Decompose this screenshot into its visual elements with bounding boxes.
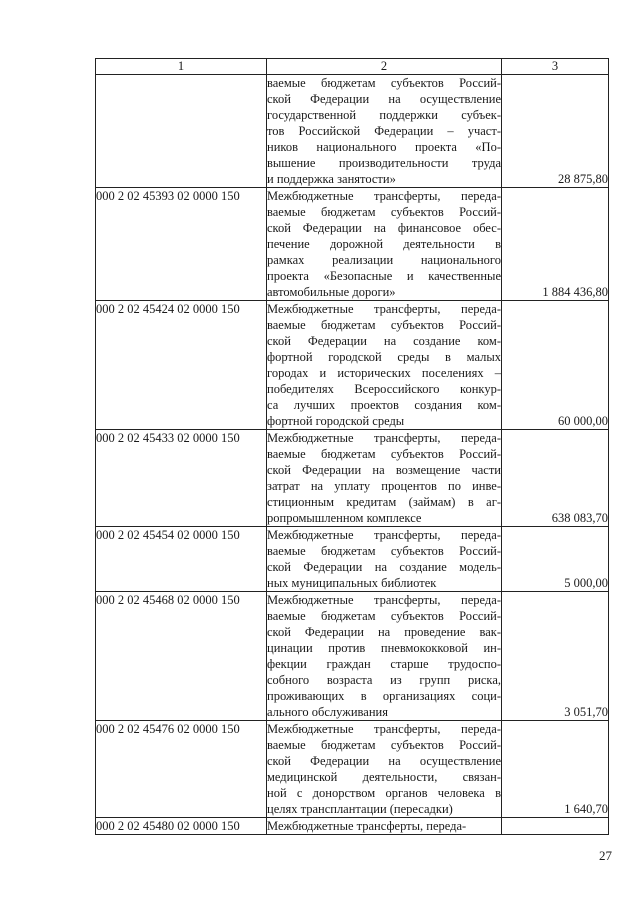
description-line: собного возраста из групп риска, — [267, 673, 501, 687]
description-cell — [267, 75, 502, 188]
amount-cell — [502, 188, 609, 301]
description-line: ной с донорством органов человека в — [267, 786, 501, 800]
description-line: ской Федерации на проведение вак- — [267, 625, 501, 639]
table-row — [96, 75, 609, 188]
description-line: ваемые бюджетам субъектов Россий- — [267, 447, 501, 461]
budget-code: 000 2 02 45468 02 0000 150 — [96, 593, 240, 607]
budget-code-cell — [96, 188, 267, 301]
budget-code — [96, 75, 266, 91]
amount-cell — [502, 818, 609, 835]
description-line: стиционным кредитам (займам) в аг- — [267, 495, 501, 509]
description-line: тов Российской Федерации – участ- — [267, 124, 501, 138]
budget-code-cell — [96, 301, 267, 430]
amount-value — [502, 818, 608, 834]
description-line: Межбюджетные трансферты, переда- — [267, 593, 501, 607]
description-line: ных муниципальных библиотек — [267, 576, 437, 590]
amount-cell — [502, 75, 609, 188]
description-line: ваемые бюджетам субъектов Россий- — [267, 76, 501, 90]
description-line: ваемые бюджетам субъектов Россий- — [267, 609, 501, 623]
budget-code: 000 2 02 45454 02 0000 150 — [96, 528, 240, 542]
description-line: вышение производительности труда — [267, 156, 501, 170]
description-cell — [267, 430, 502, 527]
description-line: ваемые бюджетам субъектов Россий- — [267, 544, 501, 558]
description-line: Межбюджетные трансферты, переда- — [267, 819, 467, 833]
description-line: цинации против пневмококковой ин- — [267, 641, 501, 655]
description-cell — [267, 301, 502, 430]
description-line: Межбюджетные трансферты, переда- — [267, 722, 501, 736]
description-cell — [267, 592, 502, 721]
budget-code-cell — [96, 527, 267, 592]
description-line: проживающих в организациях соци- — [267, 689, 501, 703]
column-header-3: 3 — [502, 59, 609, 75]
column-header-1: 1 — [96, 59, 267, 75]
amount-cell — [502, 430, 609, 527]
description-line: проекта «Безопасные и качественные — [267, 269, 501, 283]
table-row — [96, 592, 609, 721]
description-line: са лучших проектов создания ком- — [267, 398, 501, 412]
budget-table — [95, 58, 609, 835]
header-row — [96, 59, 609, 75]
description-line: фортной городской среды в малых — [267, 350, 501, 364]
budget-code: 000 2 02 45433 02 0000 150 — [96, 431, 240, 445]
amount-value: 638 083,70 — [551, 511, 608, 525]
table-row — [96, 188, 609, 301]
description-line: ваемые бюджетам субъектов Россий- — [267, 738, 501, 752]
description-line: ской Федерации на создание модель- — [267, 560, 501, 574]
description-line: ников национального проекта «По- — [267, 140, 501, 154]
description-cell — [267, 721, 502, 818]
table-row — [96, 430, 609, 527]
description-line: Межбюджетные трансферты, переда- — [267, 302, 501, 316]
description-line: ской Федерации на возмещение части — [267, 463, 501, 477]
description-line: и поддержка занятости» — [267, 172, 396, 186]
description-line: целях трансплантации (пересадки) — [267, 802, 453, 816]
budget-code-cell — [96, 592, 267, 721]
amount-value: 28 875,80 — [558, 172, 608, 186]
description-line: ской Федерации на осуществление — [267, 92, 501, 106]
amount-value: 3 051,70 — [564, 705, 608, 719]
table-row — [96, 721, 609, 818]
amount-value: 60 000,00 — [558, 414, 608, 428]
amount-cell — [502, 721, 609, 818]
description-line: ального обслуживания — [267, 705, 388, 719]
page-number: 27 — [599, 848, 612, 863]
amount-cell — [502, 592, 609, 721]
budget-code: 000 2 02 45476 02 0000 150 — [96, 722, 240, 736]
description-line: затрат на уплату процентов по инве- — [267, 479, 501, 493]
description-line: ваемые бюджетам субъектов Россий- — [267, 318, 501, 332]
description-line: ропромышленном комплексе — [267, 511, 422, 525]
table-row — [96, 818, 609, 835]
budget-code: 000 2 02 45424 02 0000 150 — [96, 302, 240, 316]
description-line: печение дорожной деятельности в — [267, 237, 501, 251]
description-line: ваемые бюджетам субъектов Россий- — [267, 205, 501, 219]
description-cell — [267, 818, 502, 835]
budget-code-cell — [96, 818, 267, 835]
description-line: государственной поддержки субъек- — [267, 108, 501, 122]
budget-code: 000 2 02 45393 02 0000 150 — [96, 189, 240, 203]
description-line: медицинской деятельности, связан- — [267, 770, 501, 784]
budget-code-cell — [96, 721, 267, 818]
description-line: ской Федерации на осуществление — [267, 754, 501, 768]
amount-value: 1 884 436,80 — [542, 285, 608, 299]
amount-cell — [502, 527, 609, 592]
table-row — [96, 527, 609, 592]
amount-cell — [502, 301, 609, 430]
description-line: победителях Всероссийского конкур- — [267, 382, 501, 396]
description-line: ской Федерации на финансовое обес- — [267, 221, 501, 235]
description-line: Межбюджетные трансферты, переда- — [267, 528, 501, 542]
column-header-2: 2 — [267, 59, 502, 75]
budget-code-cell — [96, 430, 267, 527]
description-cell — [267, 527, 502, 592]
table-row — [96, 301, 609, 430]
description-cell — [267, 188, 502, 301]
budget-code: 000 2 02 45480 02 0000 150 — [96, 819, 240, 833]
description-line: автомобильные дороги» — [267, 285, 396, 299]
description-line: фекции граждан старше трудоспо- — [267, 657, 501, 671]
description-line: Межбюджетные трансферты, переда- — [267, 431, 501, 445]
amount-value: 5 000,00 — [564, 576, 608, 590]
description-line: городах и исторических поселениях – — [267, 366, 501, 380]
amount-value: 1 640,70 — [564, 802, 608, 816]
description-line: Межбюджетные трансферты, переда- — [267, 189, 501, 203]
description-line: ской Федерации на создание ком- — [267, 334, 501, 348]
budget-code-cell — [96, 75, 267, 188]
description-line: рамках реализации национального — [267, 253, 501, 267]
description-line: фортной городской среды — [267, 414, 405, 428]
